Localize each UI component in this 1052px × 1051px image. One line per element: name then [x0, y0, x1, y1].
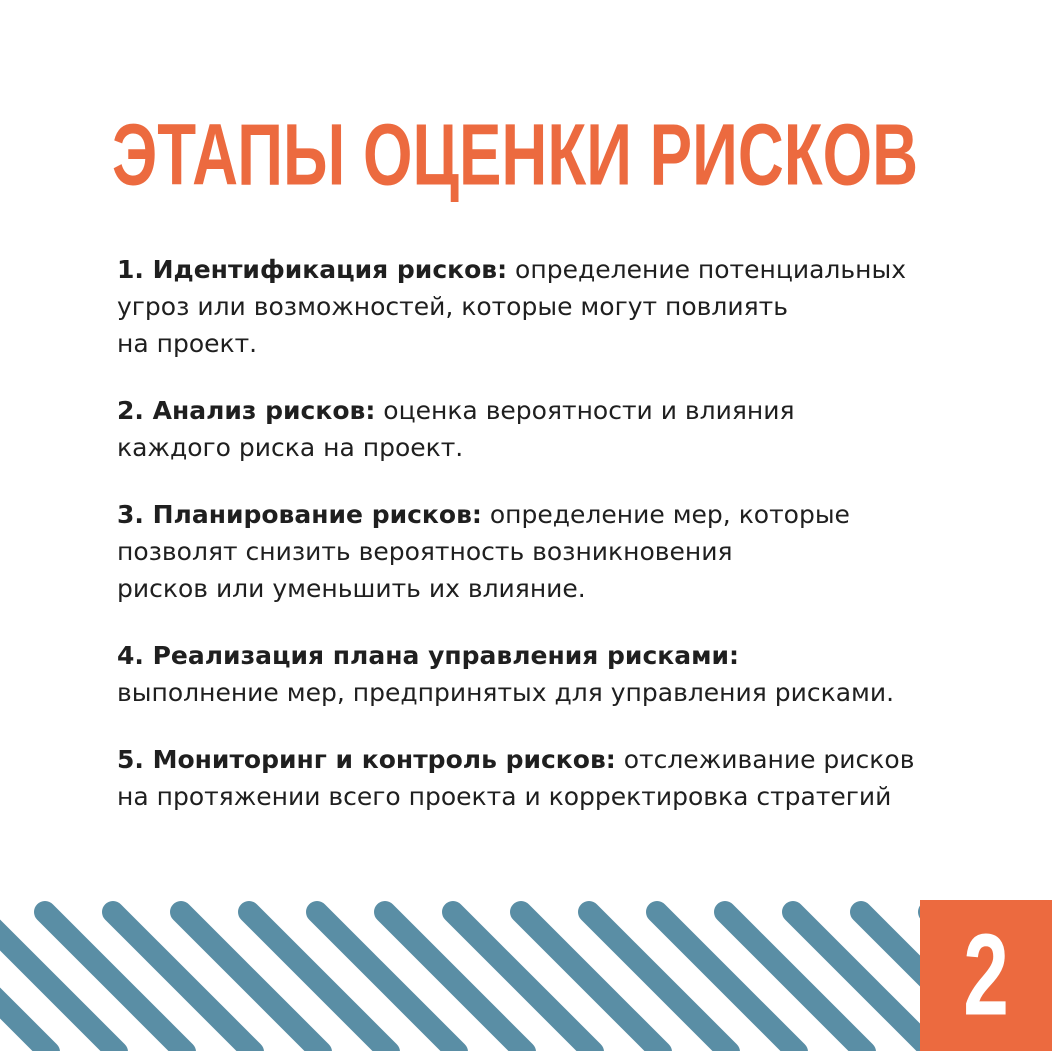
page-title: ЭТАПЫ ОЦЕНКИ РИСКОВ	[112, 105, 919, 204]
page-number-badge	[920, 900, 1052, 1051]
step-line	[117, 392, 1017, 429]
stripe	[181, 912, 321, 1051]
step-4	[117, 637, 1017, 711]
stripe	[317, 912, 457, 1051]
step-line	[117, 251, 1017, 288]
step-text: отслеживание рисков	[615, 745, 915, 774]
step-line	[117, 496, 1017, 533]
decorative-stripes	[0, 900, 920, 1051]
stripe	[249, 912, 389, 1051]
step-text: рисков или уменьшить их влияние.	[117, 574, 586, 603]
stripe	[521, 912, 661, 1051]
step-5	[117, 741, 1017, 815]
step-text: каждого риска на проект.	[117, 433, 464, 462]
step-text: на проект.	[117, 329, 258, 358]
step-label: 5. Мониторинг и контроль рисков:	[117, 745, 616, 774]
stripe	[725, 912, 865, 1051]
step-line	[117, 637, 1017, 674]
stripe	[453, 912, 593, 1051]
stripe	[657, 912, 797, 1051]
stripe	[589, 912, 729, 1051]
step-text: выполнение мер, предпринятых для управления рисками.	[117, 678, 895, 707]
step-text: определение мер, которые	[481, 500, 850, 529]
step-text: угроз или возможностей, которые могут повлиять	[117, 292, 788, 321]
page-number: 2	[963, 909, 1009, 1040]
step-line	[117, 741, 1017, 778]
step-label: 4. Реализация плана управления рисками:	[117, 641, 740, 670]
step-text: на протяжении всего проекта и корректировка стратегий	[117, 782, 892, 811]
step-3	[117, 496, 1017, 607]
stripe	[45, 912, 185, 1051]
stripe-group	[0, 912, 920, 1051]
stripe	[385, 912, 525, 1051]
step-label: 2. Анализ рисков:	[117, 396, 376, 425]
step-label: 3. Планирование рисков:	[117, 500, 482, 529]
step-text: оценка вероятности и влияния	[375, 396, 795, 425]
step-1	[117, 251, 1017, 362]
step-2	[117, 392, 1017, 466]
stripe	[113, 912, 253, 1051]
step-text: позволят снизить вероятность возникновения	[117, 537, 733, 566]
step-text: определение потенциальных	[507, 255, 906, 284]
step-label: 1. Идентификация рисков:	[117, 255, 508, 284]
steps-list	[117, 251, 1017, 815]
